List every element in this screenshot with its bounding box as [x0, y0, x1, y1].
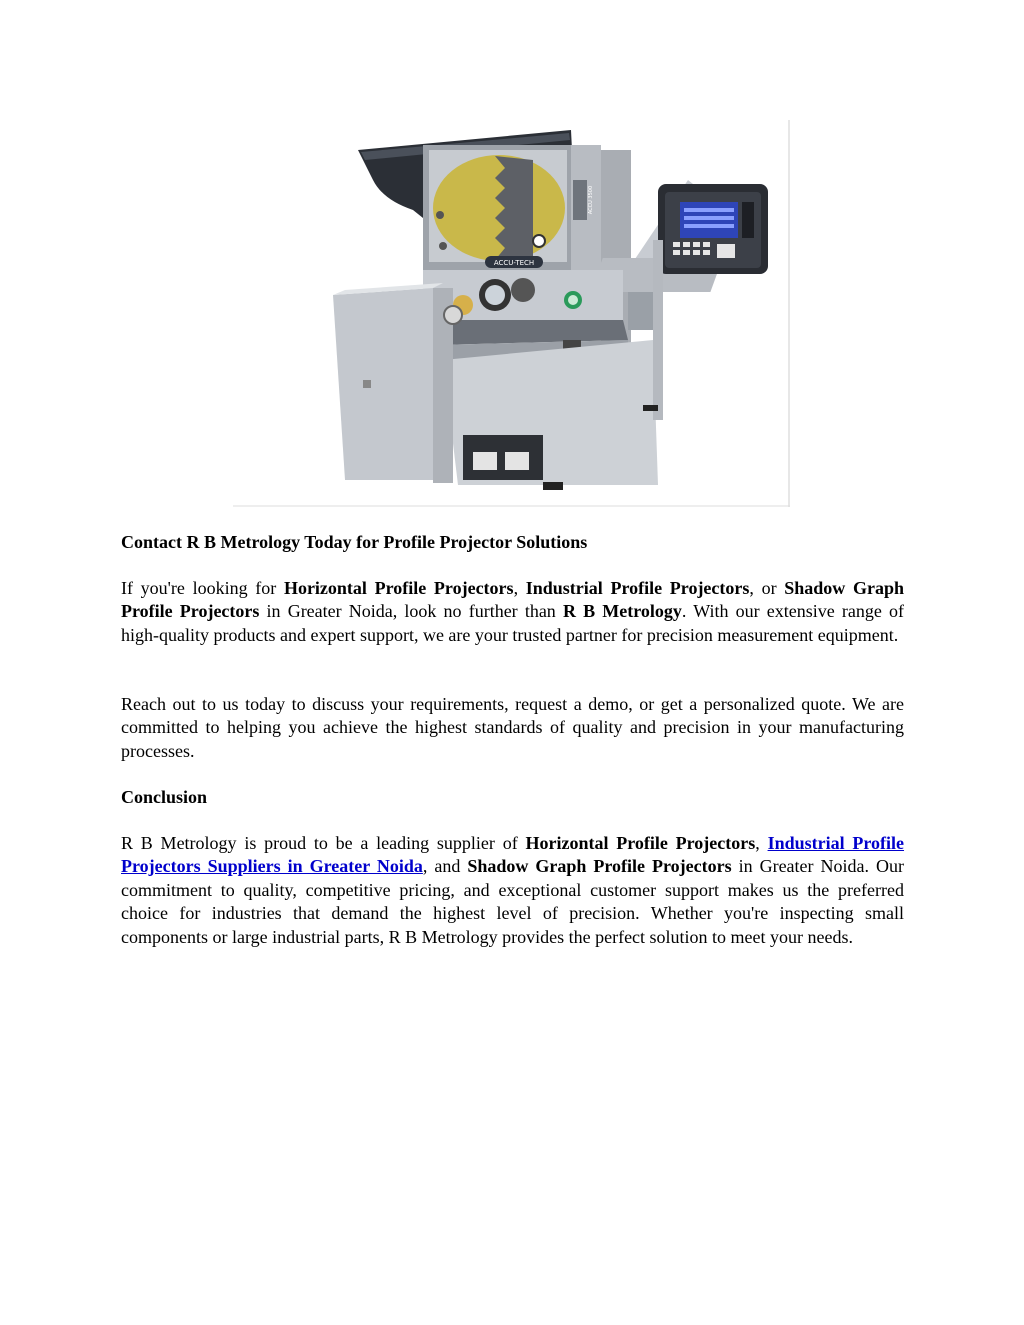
bold-horizontal-profile-projectors: Horizontal Profile Projectors [525, 833, 756, 853]
profile-projector-image [233, 120, 790, 507]
section-heading-contact [121, 531, 904, 554]
bold-shadow-graph-profile-projectors: Shadow Graph Profile Projectors [121, 578, 904, 622]
contact-paragraph-1 [121, 577, 904, 647]
text-run: in Greater Noida, look no further than [259, 601, 563, 622]
reach-out-text: Reach out to us today to discuss your requirements, request a demo, or get a personalized quote. We are committed to helping you achieve the highest standards of quality and precision in your manufacturing processes. [121, 694, 904, 761]
conclusion-heading: Conclusion [121, 787, 208, 807]
bold-industrial-profile-projectors: Industrial Profile Projectors [525, 578, 750, 598]
bold-rb-metrology: R B Metrology [562, 601, 682, 622]
conclusion-paragraph [121, 832, 904, 949]
text-run: , and [422, 856, 468, 877]
brand-label: ACCU-TECH [493, 259, 535, 267]
text-run: . With our extensive range of high-quality products and expert support, we are your trusted partner for precision measurement equipment. [121, 601, 904, 645]
text-run: , [513, 578, 526, 598]
text-run: , or [749, 578, 785, 598]
text-run: , [755, 833, 768, 853]
industrial-profile-projectors-link[interactable]: Industrial Profile Projectors Suppliers in Greater Noida [121, 833, 905, 877]
section-heading-conclusion [121, 786, 904, 809]
bold-shadow-graph-profile-projectors: Shadow Graph Profile Projectors [467, 856, 732, 877]
bold-horizontal-profile-projectors: Horizontal Profile Projectors [283, 578, 514, 598]
contact-heading: Contact R B Metrology Today for Profile Projector Solutions [121, 532, 588, 552]
profile-projector-illustration [233, 120, 790, 507]
text-run: in Greater Noida. Our commitment to quality, competitive pricing, and exceptional customer support makes us the preferred choice for industries that demand the highest level of precision. Whether you're inspecting small components or large industrial parts, R B Metrology provides the perfect solution to meet your needs. [121, 856, 904, 947]
text-run: R B Metrology is proud to be a leading supplier of [121, 833, 526, 853]
contact-paragraph-2 [121, 693, 904, 763]
text-run: If you're looking for [121, 578, 284, 598]
model-label: ACCU 3500 [588, 185, 594, 215]
